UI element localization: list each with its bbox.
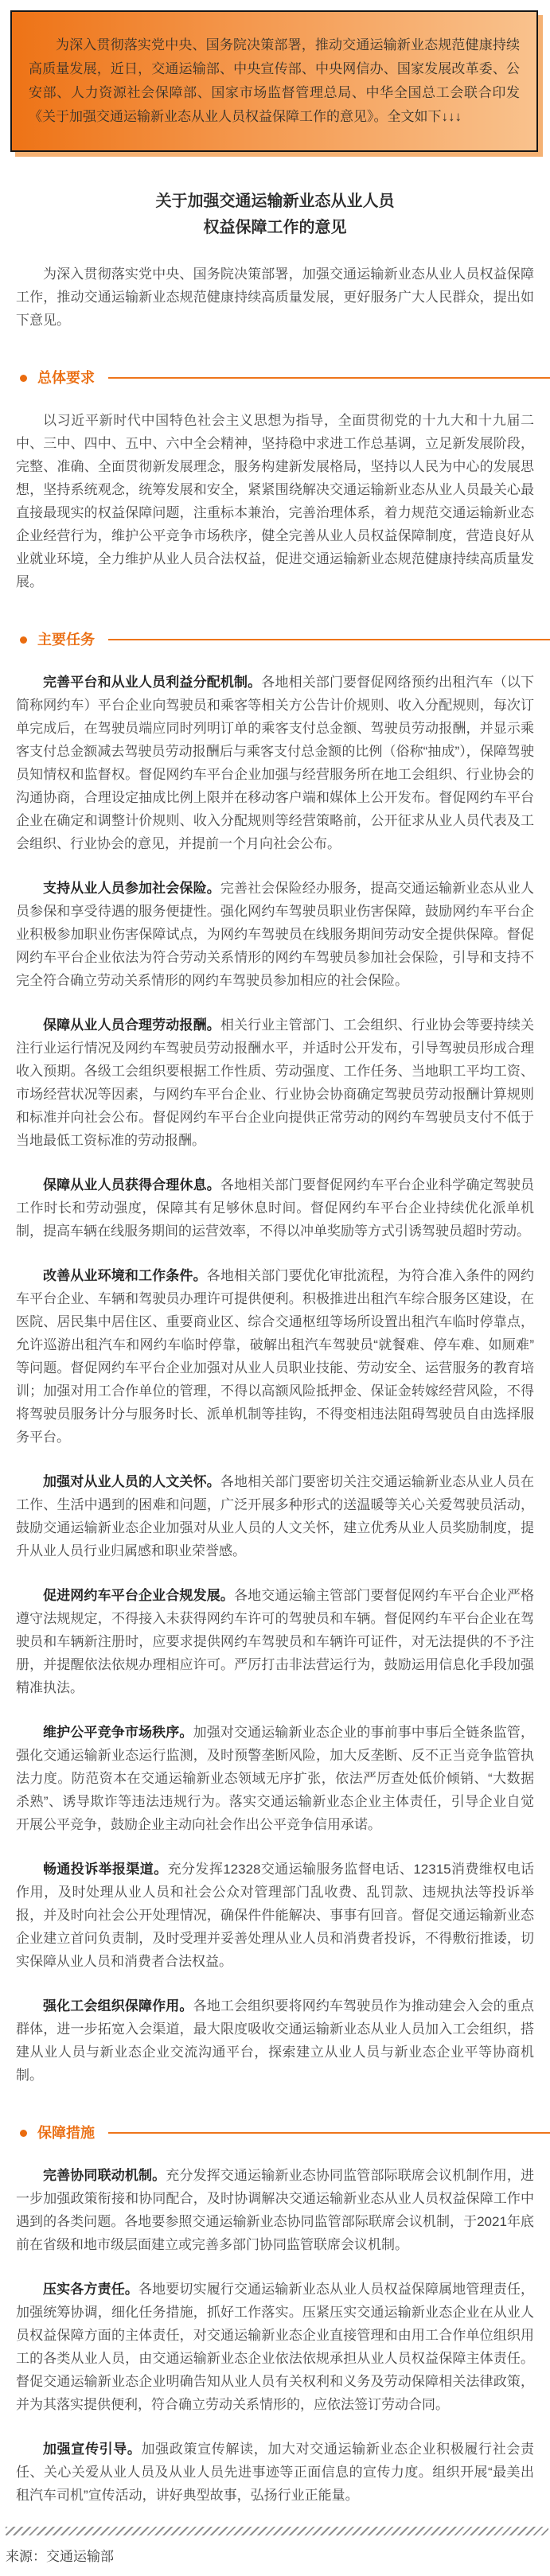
paragraph-lead: 完善平台和从业人员利益分配机制。 [43,675,262,690]
paragraph [16,1584,534,1699]
paragraph [16,877,534,992]
paragraph [16,1721,534,1836]
heading-rule [108,377,550,379]
paragraph [16,671,534,855]
intro-banner [10,10,538,152]
paragraph-lead: 保障从业人员获得合理休息。 [43,1177,220,1193]
banner-text: 为深入贯彻落实党中央、国务院决策部署，推动交通运输新业态规范健康持续高质量发展，近日，交通运输部、中央宣传部、中央网信办、国家发展改革委、公安部、人力资源社会保障部、国家市场监督管理总局、中华全国总工会联合印发《关于加强交通运输新业态从业人员权益保障工作的意见》。全文如下↓↓↓ [29,37,520,124]
paragraph [16,2438,534,2507]
section-heading-overall-requirements [20,368,550,387]
paragraph [16,1470,534,1562]
paragraph-body: 完善社会保险经办服务，提高交通运输新业态从业人员参保和享受待遇的服务便捷性。强化网约车驾驶员职业伤害保障，鼓励网约车平台企业积极参加职业伤害保障试点，为网约车驾驶员在线服务期间劳动安全提供保障。督促网约车平台企业依法为符合劳动关系情形的网约车驾驶员参加社会保险，引导和支持不完全符合确立劳动关系情形的网约车驾驶员参加相应的社会保险。 [16,881,535,988]
heading-rule [108,639,550,640]
paragraph-lead: 加强宣传引导。 [43,2442,142,2457]
paragraph-body: 各地工会组织要将网约车驾驶员作为推动建会入会的重点群体，进一步拓宽入会渠道，最大限度吸收交通运输新业态从业人员加入工会组织，搭建从业人员与新业态企业交流沟通平台，探索建立从业人员与新业态企业平等协商机制。 [16,1998,535,2083]
paragraph [16,1014,534,1152]
paragraph-lead: 完善协同联动机制。 [43,2168,166,2183]
section-heading-label: 总体要求 [37,370,95,386]
paragraph-body: 各地相关部门要密切关注交通运输新业态从业人员在工作、生活中遇到的困难和问题，广泛开展多种形式的送温暖等关心关爱驾驶员活动，鼓励交通运输新业态企业加强对从业人员的人文关怀，建立优秀从业人员奖励制度，提升从业人员行业归属感和职业荣誉感。 [16,1474,535,1558]
document-title-line-1: 关于加强交通运输新业态从业人员 [155,193,395,210]
section-heading-label: 保障措施 [37,2125,95,2141]
paragraph [16,2164,534,2256]
document-title-line-2: 权益保障工作的意见 [203,219,347,236]
document-title [16,189,534,241]
bullet-icon [20,375,27,382]
paragraph [16,1264,534,1449]
paragraph-lead: 保障从业人员合理劳动报酬。 [43,1018,220,1033]
paragraph-body: 相关行业主管部门、工会组织、行业协会等要持续关注行业运行情况及网约车驾驶员劳动报酬水平，并适时公开发布，引导驾驶员形成合理收入预期。各级工会组织要根据工作性质、劳动强度、工作任务、当地职工平均工资、市场经营状况等因素，与网约车平台企业、行业协会协商确定驾驶员劳动报酬计算规则和标准并向社会公布。督促网约车平台企业向提供正常劳动的网约车驾驶员支付不低于当地最低工资标准的劳动报酬。 [16,1018,535,1148]
intro-paragraph: 为深入贯彻落实党中央、国务院决策部署，加强交通运输新业态从业人员权益保障工作，推动交通运输新业态规范健康持续高质量发展，更好服务广大人民群众，提出如下意见。 [16,267,534,328]
paragraph [16,1994,534,2087]
paragraph-lead: 促进网约车平台企业合规发展。 [43,1588,234,1603]
heading-rule [108,2132,550,2134]
paragraph-body: 加强政策宣传解读，加大对交通运输新业态企业积极履行社会责任、关心关爱从业人员及从业人员先进事迹等正面信息的宣传力度。组织开展“最美出租汽车司机”宣传活动，讲好典型故事，弘扬行业正能量。 [16,2442,535,2503]
paragraph-body: 各地要切实履行交通运输新业态从业人员权益保障属地管理责任，加强统筹协调，细化任务措施，抓好工作落实。压紧压实交通运输新业态企业在从业人员权益保障方面的主体责任，对交通运输新业态企业直接管理和由用工合作单位组织用工的各类从业人员，由交通运输新业态企业依法依规承担从业人员权益保障主体责任。督促交通运输新业态企业明确告知从业人员有关权利和义务及劳动保障相关法律政策，并为其落实提供便利，符合确立劳动关系情形的，应依法签订劳动合同。 [16,2282,534,2412]
paragraph-body: 充分发挥交通运输新业态协同监管部际联席会议机制作用，进一步加强政策衔接和协同配合，及时协调解决交通运输新业态从业人员权益保障工作中遇到的各类问题。各地要参照交通运输新业态协同监管部际联席会议机制，于2021年底前在省级和地市级层面建立或完善多部门协同监管联席会议机制。 [16,2168,535,2252]
paragraph-lead: 维护公平竞争市场秩序。 [43,1725,193,1740]
section-heading-label: 主要任务 [37,632,95,648]
paragraph-body: 充分发挥12328交通运输服务监督电话、12315消费维权电话作用，及时处理从业人员和社会公众对管理部门乱收费、乱罚款、违规执法等投诉举报，并及时向社会公开处理情况，确保件件能解决、事事有回音。督促交通运输新业态企业建立首问负责制，及时受理并妥善处理从业人员和消费者投诉，不得敷衍推诿，切实保障从业人员和消费者合法权益。 [16,1862,535,1969]
hatch-divider [6,2527,548,2535]
bullet-icon [20,2130,27,2137]
paragraph [16,1858,534,1973]
paragraph-body: 加强对交通运输新业态企业的事前事中事后全链条监管，强化交通运输新业态运行监测，及时预警垄断风险，加大反垄断、反不正当竞争监管执法力度。防范资本在交通运输新业态领域无序扩张，依法严厉查处低价倾销、“大数据杀熟”、诱导欺诈等违法违规行为。落实交通运输新业态企业主体责任，引导企业自觉开展公平竞争，鼓励企业主动向社会作出公平竞争信用承诺。 [16,1725,535,1832]
paragraph-lead: 加强对从业人员的人文关怀。 [43,1474,220,1489]
paragraph-lead: 畅通投诉举报渠道。 [43,1862,168,1877]
paragraph-lead: 压实各方责任。 [43,2282,138,2297]
paragraph [16,1173,534,1243]
paragraph-lead: 改善从业环境和工作条件。 [43,1268,207,1283]
paragraph [16,409,534,593]
paragraph-body: 各地相关部门要督促网约车平台企业科学确定驾驶员工作时长和劳动强度，保障其有足够休息时间。督促网约车平台企业持续优化派单机制，提高车辆在线服务期间的运营效率，不得以冲单奖励等方式引诱驾驶员超时劳动。 [16,1177,535,1239]
source-line: 来源：交通运输部 [6,2549,114,2564]
paragraph-lead: 支持从业人员参加社会保险。 [43,881,220,896]
paragraph [16,2278,534,2416]
paragraph-body: 各地相关部门要优化审批流程，为符合准入条件的网约车平台企业、车辆和驾驶员办理许可提供便利。积极推进出租汽车综合服务区建设，在医院、居民集中居住区、重要商业区、综合交通枢纽等场所设置出租汽车临时停靠点，允许巡游出租汽车和网约车临时停靠，破解出租汽车驾驶员“就餐难、停车难、如厕难”等问题。督促网约车平台企业加强对从业人员职业技能、劳动安全、运营服务的教育培训；加强对用工合作单位的管理，不得以高额风险抵押金、保证金转嫁经营风险，不得将驾驶员服务计分与服务时长、派单机制等挂钩，不得变相违法阻碍驾驶员自由选择服务平台。 [16,1268,535,1445]
bullet-icon [20,636,27,644]
paragraph-body: 各地交通运输主管部门要督促网约车平台企业严格遵守法规规定，不得接入未获得网约车许可的驾驶员和车辆。督促网约车平台企业在驾驶员和车辆新注册时，应要求提供网约车驾驶员和车辆许可证件，对无法提供的不予注册，并提醒依法依规办理相应许可。严厉打击非法营运行为，鼓励运用信息化手段加强精准执法。 [16,1588,534,1695]
section-heading-main-tasks [20,630,550,649]
section-heading-safeguard-measures [20,2123,550,2142]
paragraph-body: 以习近平新时代中国特色社会主义思想为指导，全面贯彻党的十九大和十九届二中、三中、四中、五中、六中全会精神，坚持稳中求进工作总基调，立足新发展阶段，完整、准确、全面贯彻新发展理念，服务构建新发展格局，坚持以人民为中心的发展思想，坚持系统观念，统筹发展和安全，紧紧围绕解决交通运输新业态从业人员最关心最直接最现实的权益保障问题，注重标本兼治，完善治理体系，着力规范交通运输新业态企业经营行为，维护公平竞争市场秩序，健全完善从业人员权益保障制度，营造良好从业就业环境，全力维护从业人员合法权益，促进交通运输新业态规范健康持续高质量发展。 [16,413,534,590]
paragraph-lead: 强化工会组织保障作用。 [43,1998,193,2014]
paragraph-body: 各地相关部门要督促网络预约出租汽车（以下简称网约车）平台企业向驾驶员和乘客等相关方公告计价规则、收入分配规则，每次订单完成后，在驾驶员端应同时列明订单的乘客支付总金额、驾驶员劳动报酬，并显示乘客支付总金额减去驾驶员劳动报酬后与乘客支付总金额的比例（俗称“抽成”），保障驾驶员知情权和监督权。督促网约车平台企业加强与经营服务所在地工会组织、行业协会的沟通协商，合理设定抽成比例上限并在移动客户端和媒体上公开发布。督促网约车平台企业在确定和调整计价规则、收入分配规则等经营策略前，公开征求从业人员代表及工会组织、行业协会的意见，并提前一个月向社会公布。 [16,675,535,851]
